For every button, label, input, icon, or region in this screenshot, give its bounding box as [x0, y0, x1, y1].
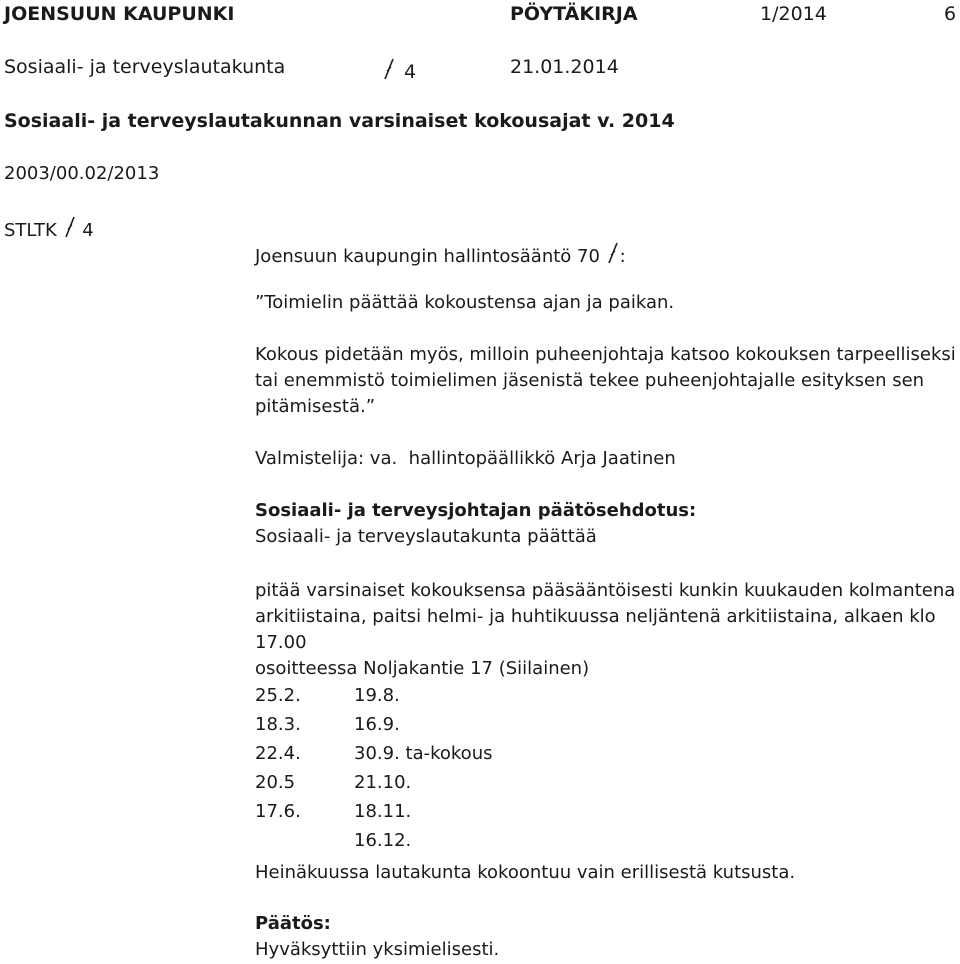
doc-number: 1/2014 — [760, 3, 827, 25]
quote-line-1: ”Toimielin päättää kokoustensa ajan ja paikan. — [255, 292, 675, 313]
date-cell — [255, 826, 354, 855]
date-cell: 20.5 — [255, 772, 296, 793]
dates-row — [255, 768, 492, 797]
proposal-lead: Sosiaali- ja terveyslautakunta päättää — [255, 526, 597, 547]
date-cell: 18.3. — [255, 714, 301, 735]
proposal-line: pitää varsinaiset kokouksensa pääsääntöisesti kunkin kuukauden kolmantena — [255, 580, 956, 601]
date-cell: 18.11. — [354, 801, 412, 822]
july-note: Heinäkuussa lautakunta kokoontuu vain erillisestä kutsusta. — [255, 862, 796, 883]
org-name: JOENSUUN KAUPUNKI — [4, 3, 235, 25]
section-number: 4 — [404, 61, 417, 83]
quote-paragraph-line: pitämisestä.” — [255, 396, 376, 417]
page-number: 6 — [944, 3, 957, 25]
meeting-dates-list — [255, 681, 492, 855]
quote-paragraph — [255, 342, 956, 420]
rule-source — [255, 240, 626, 267]
section-sign-icon — [63, 216, 77, 243]
meeting-date: 21.01.2014 — [510, 56, 619, 78]
proposal-line: osoitteessa Noljakantie 17 (Siilainen) — [255, 658, 590, 679]
section-sign-icon — [606, 242, 620, 269]
dates-row — [255, 681, 492, 710]
board-name: Sosiaali- ja terveyslautakunta — [4, 56, 286, 78]
rule-source-text: Joensuun kaupungin hallintosääntö 70 — [255, 246, 600, 267]
date-cell: 22.4. — [255, 743, 301, 764]
document-title: Sosiaali- ja terveyslautakunnan varsinaiset kokousajat v. 2014 — [4, 110, 675, 132]
date-cell: 16.9. — [354, 714, 400, 735]
proposal-heading: Sosiaali- ja terveysjohtajan päätösehdotus: — [255, 500, 697, 521]
quote-paragraph-line: Kokous pidetään myös, milloin puheenjohtaja katsoo kokouksen tarpeelliseksi — [255, 344, 956, 365]
date-cell: 19.8. — [354, 685, 400, 706]
stltk-number: 4 — [82, 220, 94, 241]
decision-heading: Päätös: — [255, 913, 331, 934]
proposal-paragraph — [255, 578, 960, 682]
dates-row — [255, 739, 492, 768]
date-cell: 16.12. — [354, 830, 412, 851]
date-cell: 25.2. — [255, 685, 301, 706]
decision-text: Hyväksyttiin yksimielisesti. — [255, 939, 500, 960]
date-cell: 30.9. ta-kokous — [354, 743, 493, 764]
section-sign-icon — [382, 58, 396, 85]
quote-paragraph-line: tai enemmistö toimielimen jäsenistä tekee puheenjohtajalle esityksen sen — [255, 370, 925, 391]
preparer-line: Valmistelija: va. hallintopäällikkö Arja Jaatinen — [255, 448, 676, 469]
date-cell: 17.6. — [255, 801, 301, 822]
dates-row — [255, 797, 492, 826]
doc-type: PÖYTÄKIRJA — [510, 3, 638, 25]
rule-source-suffix: : — [619, 246, 626, 267]
stltk-ref — [4, 214, 94, 241]
dates-row — [255, 710, 492, 739]
stltk-prefix: STLTK — [4, 220, 57, 241]
reference-number: 2003/00.02/2013 — [4, 163, 160, 184]
dates-row — [255, 826, 492, 855]
date-cell: 21.10. — [354, 772, 412, 793]
section-ref — [382, 56, 416, 83]
proposal-line: arkitiistaina, paitsi helmi- ja huhtikuussa neljäntenä arkitiistaina, alkaen klo 17.00 — [255, 606, 936, 653]
